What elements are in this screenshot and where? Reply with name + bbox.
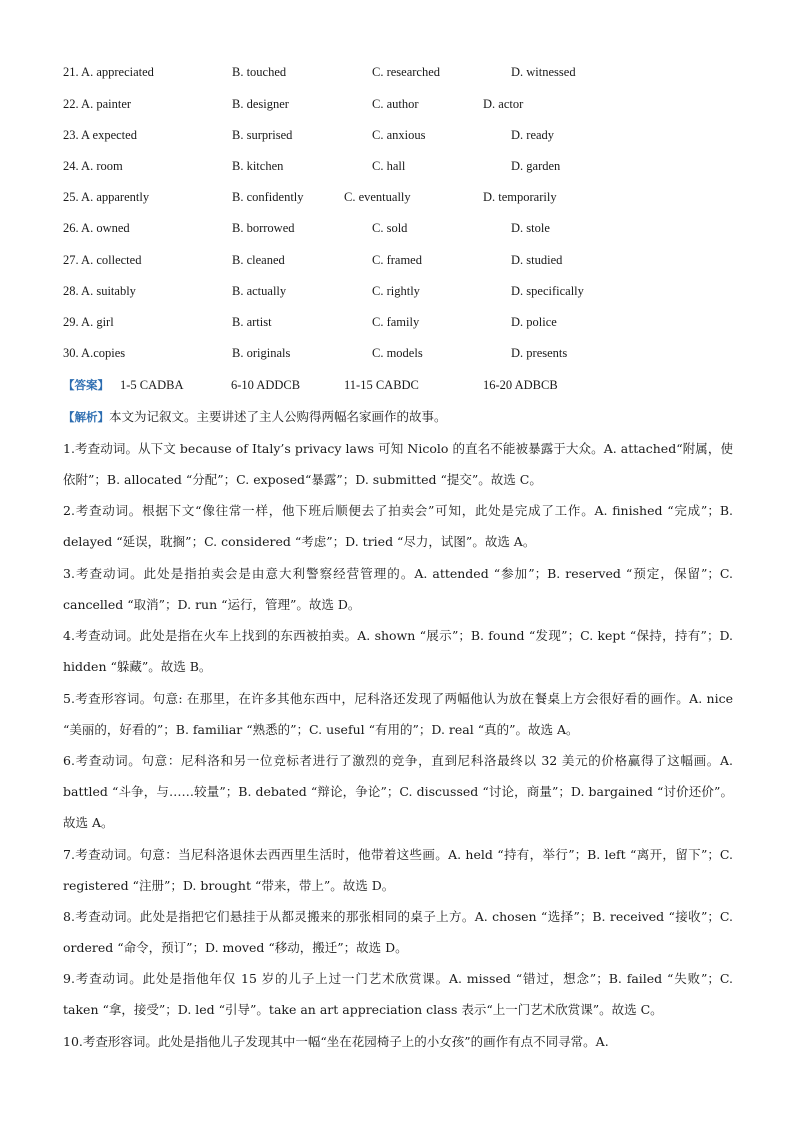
option-b: B. artist [232, 315, 272, 329]
answer-group-1: 1-5 CADBA [120, 378, 184, 392]
option-a: 27. A. collected [63, 253, 142, 267]
option-d: D. presents [511, 346, 568, 360]
analysis-intro: 本文为记叙文。主要讲述了主人公购得两幅名家画作的故事。 [109, 409, 447, 424]
option-b: B. borrowed [232, 221, 295, 235]
option-b: B. kitchen [232, 159, 284, 173]
option-a: 29. A. girl [63, 315, 114, 329]
option-d: D. specifically [511, 284, 584, 298]
explanation-paragraph: 4.考查动词。此处是指在火车上找到的东西被拍卖。A. shown “展示”；B. found “发现”；C. kept “保持，持有”；D. hidden “躲藏”。故选 B。 [63, 628, 733, 674]
option-b: B. confidently [232, 190, 304, 204]
answer-group-4: 16-20 ADBCB [483, 378, 558, 392]
option-a: 24. A. room [63, 159, 123, 173]
explanation-paragraph: 2.考查动词。根据下文“像往常一样，他下班后顺便去了拍卖会”可知，此处是完成了工作。A. finished “完成”；B. delayed “延误，耽搁”；C. considered “考虑”；D. tried “尽力，试图”。故选 A。 [63, 503, 733, 549]
option-c: C. sold [372, 221, 408, 235]
answer-key [63, 375, 743, 395]
option-d: D. witnessed [511, 65, 576, 79]
option-b: B. cleaned [232, 253, 285, 267]
answer-group-3: 11-15 CABDC [344, 378, 419, 392]
option-c: C. researched [372, 65, 441, 79]
explanation-paragraph: 1.考查动词。从下文 because of Italy’s privacy laws 可知 Nicolo 的直名不能被暴露于大众。A. attached“附属，使依附”；B. allocated “分配”；C. exposed“暴露”；D. submitted “提交”。故选 C。 [63, 441, 733, 487]
option-a: 28. A. suitably [63, 284, 136, 298]
explanation-paragraph: 10.考查形容词。此处是指他儿子发现其中一幅“坐在花园椅子上的小女孩”的画作有点不同寻常。A. [63, 1034, 609, 1049]
explanation-paragraph: 6.考查动词。句意：尼科洛和另一位竞标者进行了激烈的竞争，直到尼科洛最终以 32 美元的价格赢得了这幅画。A. battled “斗争，与……较量”；B. debated “辩论，争论”；C. discussed “讨论，商量”；D. bargained “讨价还价”。故选 A。 [63, 753, 733, 830]
option-c: C. framed [372, 253, 422, 267]
option-c: C. anxious [372, 128, 426, 142]
option-a: 30. A.copies [63, 346, 126, 360]
option-a: 23. A expected [63, 128, 137, 142]
option-a: 25. A. apparently [63, 190, 150, 204]
option-c: C. rightly [372, 284, 420, 298]
explanation-paragraph: 7.考查动词。句意：当尼科洛退休去西西里生活时，他带着这些画。A. held “持有，举行”；B. left “离开，留下”；C. registered “注册”；D. brought “带来，带上”。故选 D。 [63, 847, 733, 893]
option-d: D. temporarily [483, 190, 557, 204]
option-d: D. police [511, 315, 557, 329]
option-c: C. family [372, 315, 420, 329]
option-d: D. stole [511, 221, 550, 235]
option-b: B. originals [232, 346, 291, 360]
explanation-paragraph: 5.考查形容词。句意: 在那里，在许多其他东西中，尼科洛还发现了两幅他认为放在餐桌上方会很好看的画作。A. nice “美丽的，好看的”；B. familiar “熟悉的”；C. useful “有用的”；D. real “真的”。故选 A。 [63, 691, 733, 737]
option-d: D. actor [483, 97, 524, 111]
option-b: B. actually [232, 284, 287, 298]
analysis-heading [63, 406, 733, 428]
option-d: D. studied [511, 253, 563, 267]
option-b: B. surprised [232, 128, 293, 142]
answer-tag: 【答案】 [63, 378, 109, 392]
option-a: 22. A. painter [63, 97, 132, 111]
explanation-paragraph: 3.考查动词。此处是指拍卖会是由意大利警察经营管理的。A. attended “参加”；B. reserved “预定，保留”；C. cancelled “取消”；D. run “运行，管理”。故选 D。 [63, 566, 733, 612]
option-c: C. models [372, 346, 423, 360]
option-c: C. hall [372, 159, 406, 173]
option-a: 21. A. appreciated [63, 65, 154, 79]
option-a: 26. A. owned [63, 221, 130, 235]
option-c: C. author [372, 97, 419, 111]
answer-group-2: 6-10 ADDCB [231, 378, 301, 392]
explanation-paragraph: 9.考查动词。此处是指他年仅 15 岁的儿子上过一门艺术欣赏课。A. missed “错过，想念”；B. failed “失败”；C. taken “拿，接受”；D. led “引导”。take an art appreciation class 表示“上一门艺术欣赏课”。故选 C。 [63, 971, 733, 1017]
analysis-tag: 【解析】 [63, 410, 109, 424]
option-b: B. touched [232, 65, 287, 79]
option-d: D. garden [511, 159, 561, 173]
explanation-paragraph: 8.考查动词。此处是指把它们悬挂于从都灵搬来的那张相同的桌子上方。A. chosen “选择”；B. received “接收”；C. ordered “命令，预订”；D. moved “移动，搬迁”；故选 D。 [63, 909, 733, 955]
option-d: D. ready [511, 128, 555, 142]
option-c: C. eventually [344, 190, 411, 204]
option-b: B. designer [232, 97, 289, 111]
